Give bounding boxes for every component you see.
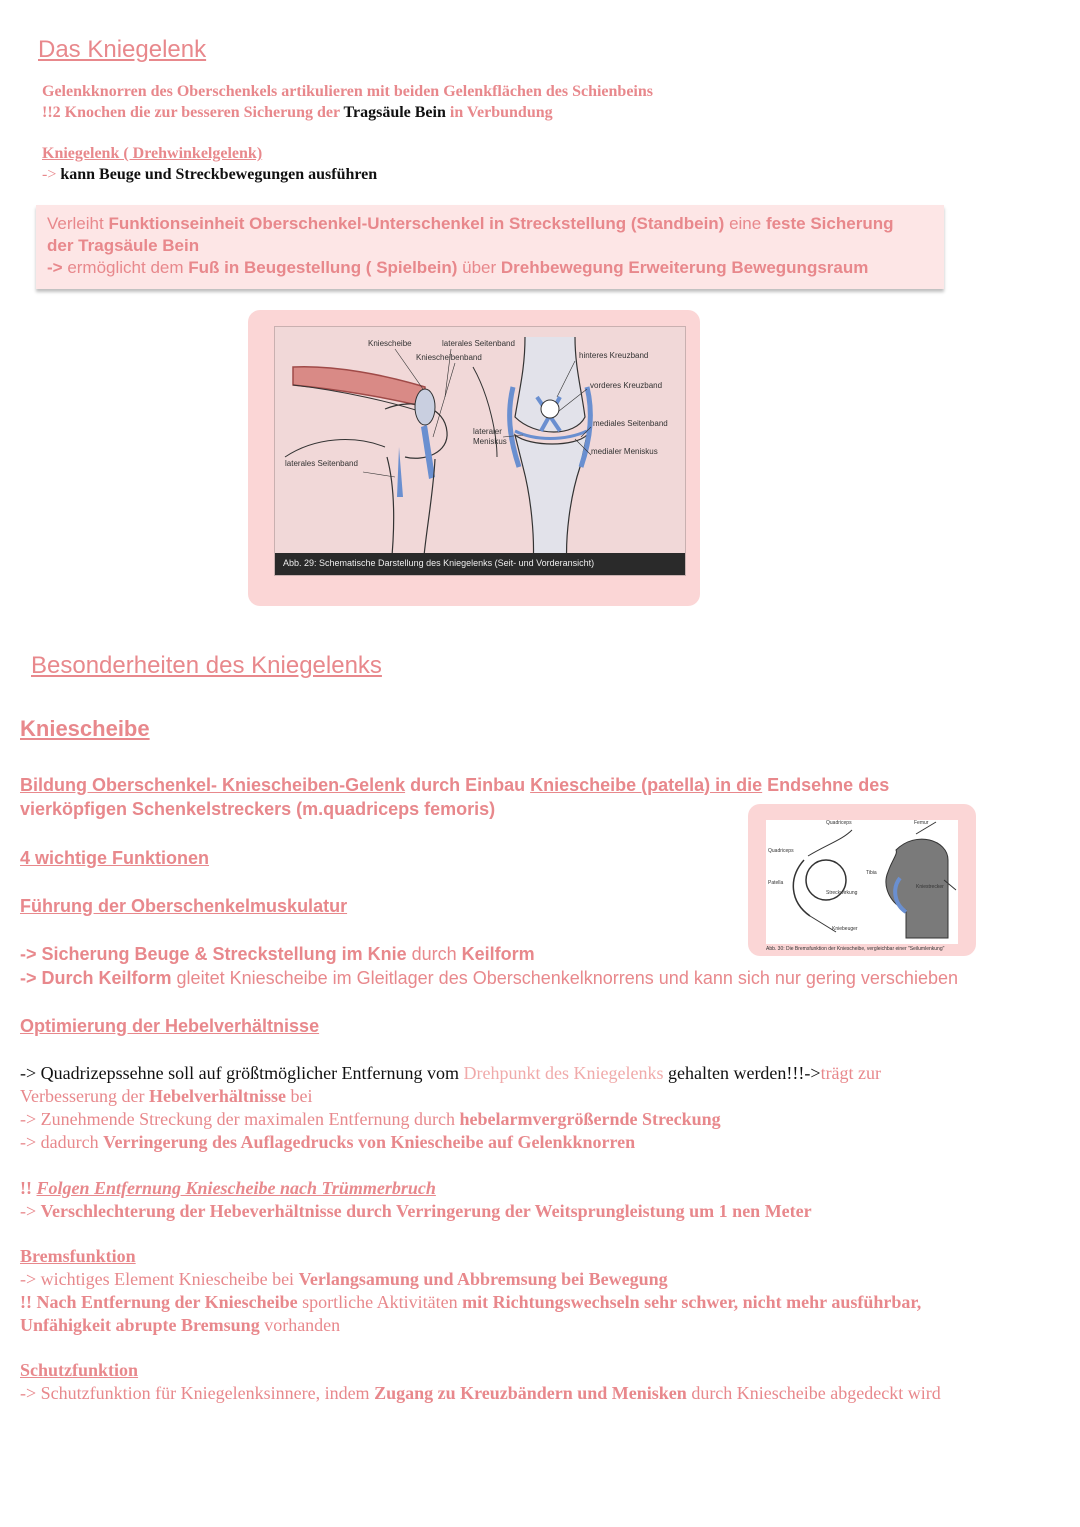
knee-figure-frame xyxy=(248,310,700,606)
callout-box xyxy=(36,205,944,289)
optimierung-heading: Optimierung der Hebelverhältnisse xyxy=(20,1016,320,1036)
label-femur: Femur xyxy=(914,820,929,826)
bildung-line-2: vierköpfigen Schenkelstreckers (m.quadriceps femoris) xyxy=(20,799,496,819)
knee-anatomy-image xyxy=(274,326,686,576)
label-patella: Patella xyxy=(768,880,784,886)
movement-line: -> kann Beuge und Streckbewegungen ausführen xyxy=(42,166,378,183)
bremsfunktion-drawing xyxy=(766,820,958,944)
label-quadriceps-left: Quadriceps xyxy=(768,848,794,854)
label-hinteres-kreuzband: hinteres Kreuzband xyxy=(579,351,649,360)
label-medialer-meniskus: medialer Meniskus xyxy=(591,447,658,456)
intro-line-1: Gelenkknorren des Oberschenkels artikulieren mit beiden Gelenkflächen des Schienbeins xyxy=(42,83,653,100)
nach-entfernung-line: !! Nach Entfernung der Kniescheibe sportliche Aktivitäten mit Richtungswechseln sehr schwer, nicht mehr ausführbar, xyxy=(20,1292,922,1312)
label-kniebeuger: Kniebeuger xyxy=(832,926,858,932)
zunehmende-line: -> Zunehmende Streckung der maximalen Entfernung durch hebelarmvergrößernde Streckung xyxy=(20,1109,721,1129)
callout-line-2: der Tragsäule Bein xyxy=(47,236,200,255)
label-kniescheibenband: Kniescheibenband xyxy=(416,353,482,362)
unfaehigkeit-line: Unfähigkeit abrupte Bremsung vorhanden xyxy=(20,1315,341,1335)
bildung-line-1: Bildung Oberschenkel- Kniescheiben-Gelenk durch Einbau Kniescheibe (patella) in die Endsehne des xyxy=(20,775,890,795)
label-laterales-seitenband-top: laterales Seitenband xyxy=(442,339,515,348)
label-lateraler: lateraler xyxy=(473,427,502,436)
dadurch-line: -> dadurch Verringerung des Auflagedrucks von Kniescheibe auf Gelenkknorren xyxy=(20,1132,636,1152)
figure1-caption: Abb. 29: Schematische Darstellung des Kniegelenks (Seit- und Vorderansicht) xyxy=(283,558,595,568)
quadrizeps-line-2: Verbesserung der Hebelverhältnisse bei xyxy=(20,1086,313,1106)
intro-line-2: !!2 Knochen die zur besseren Sicherung der Tragsäule Bein in Verbundung xyxy=(42,104,553,121)
figure2-caption: Abb. 30: Die Bremsfunktion der Kniescheibe, vergleichbar einer "Seilumlenkung" xyxy=(766,946,945,952)
bremsfunktion-image xyxy=(766,820,958,944)
bremsfunktion-figure-frame xyxy=(748,804,976,956)
label-mediales-seitenband: mediales Seitenband xyxy=(593,419,668,428)
besonderheiten-title: Besonderheiten des Kniegelenks xyxy=(31,652,382,679)
folgen-line: !! Folgen Entfernung Kniescheibe nach Trümmerbruch xyxy=(20,1178,436,1198)
label-laterales-seitenband-left: laterales Seitenband xyxy=(285,459,358,468)
vier-funktionen-heading: 4 wichtige Funktionen xyxy=(20,848,210,868)
label-kniestrecker: Kniestrecker xyxy=(916,884,944,890)
label-tibia: Tibia xyxy=(866,870,877,876)
keilform-line: -> Durch Keilform gleitet Kniescheibe im Gleitlager des Oberschenkelknorrens und kann sich nur gering verschieben xyxy=(20,968,958,988)
callout-line-3: -> ermöglicht dem Fuß in Beugestellung ( Spielbein) über Drehbewegung Erweiterung Bewegungsraum xyxy=(47,258,869,277)
quadrizeps-line-1: -> Quadrizepssehne soll auf größtmöglicher Entfernung vom Drehpunkt des Kniegelenks gehalten werden!!!->trägt zur xyxy=(20,1063,882,1083)
kniescheibe-heading: Kniescheibe xyxy=(20,716,150,741)
schutzfunktion-heading: Schutzfunktion xyxy=(20,1360,139,1380)
page-title: Das Kniegelenk xyxy=(38,36,207,63)
label-streckwirkung: Streckwirkung xyxy=(826,890,858,896)
fuehrung-heading: Führung der Oberschenkelmuskulatur xyxy=(20,896,348,916)
bremsfunktion-heading: Bremsfunktion xyxy=(20,1246,136,1266)
verschlechterung-line: -> Verschlechterung der Hebeverhältnisse durch Verringerung der Weitsprungleistung um 1 nen Meter xyxy=(20,1201,812,1221)
bremsfunktion-line: -> wichtiges Element Kniescheibe bei Verlangsamung und Abbremsung bei Bewegung xyxy=(20,1269,668,1289)
sicherung-line: -> Sicherung Beuge & Streckstellung im Knie durch Keilform xyxy=(20,944,535,964)
label-meniskus: Meniskus xyxy=(473,437,507,446)
label-vorderes-kreuzband: vorderes Kreuzband xyxy=(590,381,663,390)
callout-line-1: Verleiht Funktionseinheit Oberschenkel-Unterschenkel in Streckstellung (Standbein) eine feste Sicherung xyxy=(47,214,894,233)
schutzfunktion-line: -> Schutzfunktion für Kniegelenksinnere, indem Zugang zu Kreuzbändern und Menisken durch Kniescheibe abgedeckt wird xyxy=(20,1383,941,1403)
label-quadriceps-top: Quadriceps xyxy=(826,820,852,826)
kniegelenk-subheading: Kniegelenk ( Drehwinkelgelenk) xyxy=(42,145,263,162)
label-kniescheibe: Kniescheibe xyxy=(368,339,412,348)
